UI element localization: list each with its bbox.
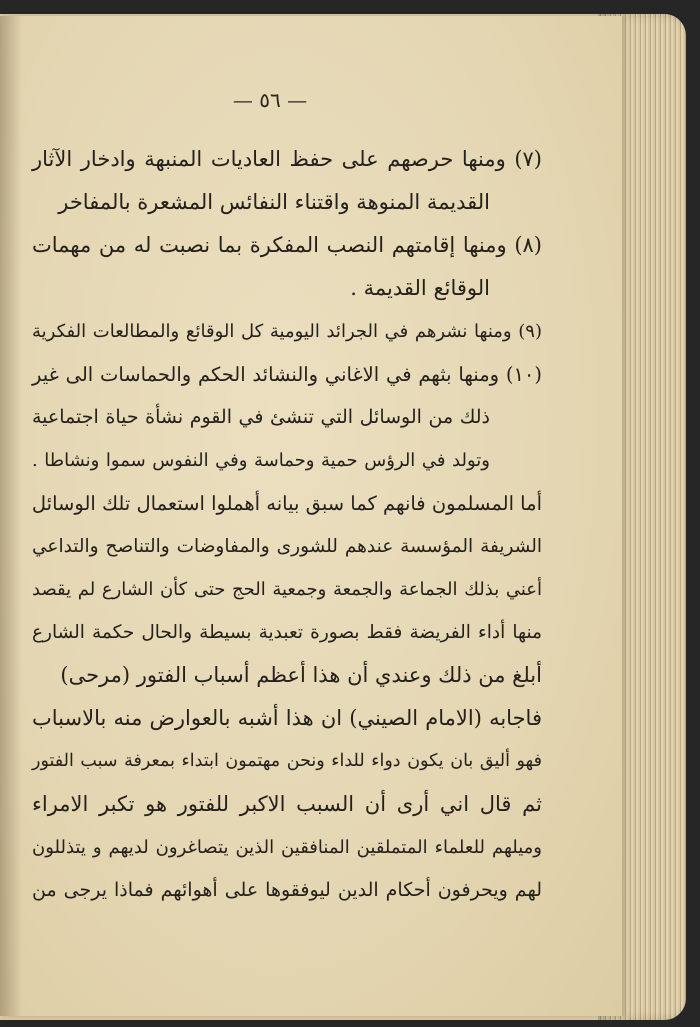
spine-shadow — [0, 16, 22, 1016]
text-line: وتولد في الرؤس حمية وحماسة وفي النفوس سموا ونشاطا . — [32, 450, 490, 471]
page-text — [32, 138, 542, 912]
text-line: الوقائع القديمة . — [350, 276, 490, 300]
text-line: منها أداء الفريضة فقط بصورة تعبدية بسيطة والحال حكمة الشارع — [32, 622, 542, 643]
text-line: لهم ويحرفون أحكام الدين ليوفقوها على أهوائهم فماذا يرجى من — [32, 879, 542, 901]
text-line: (٨) ومنها إقامتهم النصب المفكرة بما نصبت له من مهمات — [32, 233, 542, 257]
text-line: الشريفة المؤسسة عندهم للشورى والمفاوضات والتناصح والتداعي — [32, 536, 542, 557]
text-line: (٩) ومنها نشرهم في الجرائد اليومية كل الوقائع والمطالعات الفكرية — [32, 321, 542, 342]
text-line: القديمة المنوهة واقتناء النفائس المشعرة بالمفاخر — [58, 190, 490, 214]
text-line: فهو أليق بان يكون دواء للداء ونحن مهتمون ابتداء بمعرفة سبب الفتور — [32, 751, 542, 771]
text-line: أما المسلمون فانهم كما سبق بيانه أهملوا استعمال تلك الوسائل — [31, 492, 542, 515]
text-line: (١٠) ومنها بثهم في الاغاني والنشائد الحكم والحماسات الى غير — [32, 363, 542, 386]
text-line: فاجابه (الامام الصيني) ان هذا أشبه بالعوارض منه بالاسباب — [32, 706, 542, 730]
text-line: ذلك من الوسائل التي تنشئ في القوم نشأة حياة اجتماعية — [32, 406, 490, 428]
page-number: — ٥٦ — — [232, 88, 308, 112]
text-line: أعني بذلك الجماعة والجمعة وجمعية الحج حتى كأن الشارع لم يقصد — [32, 579, 542, 600]
text-line: ثم قال اني أرى أن السبب الاكبر للفتور هو تكبر الامراء — [32, 792, 542, 816]
text-line: وميلهم للعلماء المتملقين المنافقين الذين يتصاغرون لديهم و يتذللون — [32, 837, 542, 858]
text-line: أبلغ من ذلك وعندي أن هذا أعظم أسباب الفتور (مرحى) — [60, 663, 542, 687]
text-line: (٧) ومنها حرصهم على حفظ العاديات المنبهة وادخار الآثار — [32, 147, 542, 171]
